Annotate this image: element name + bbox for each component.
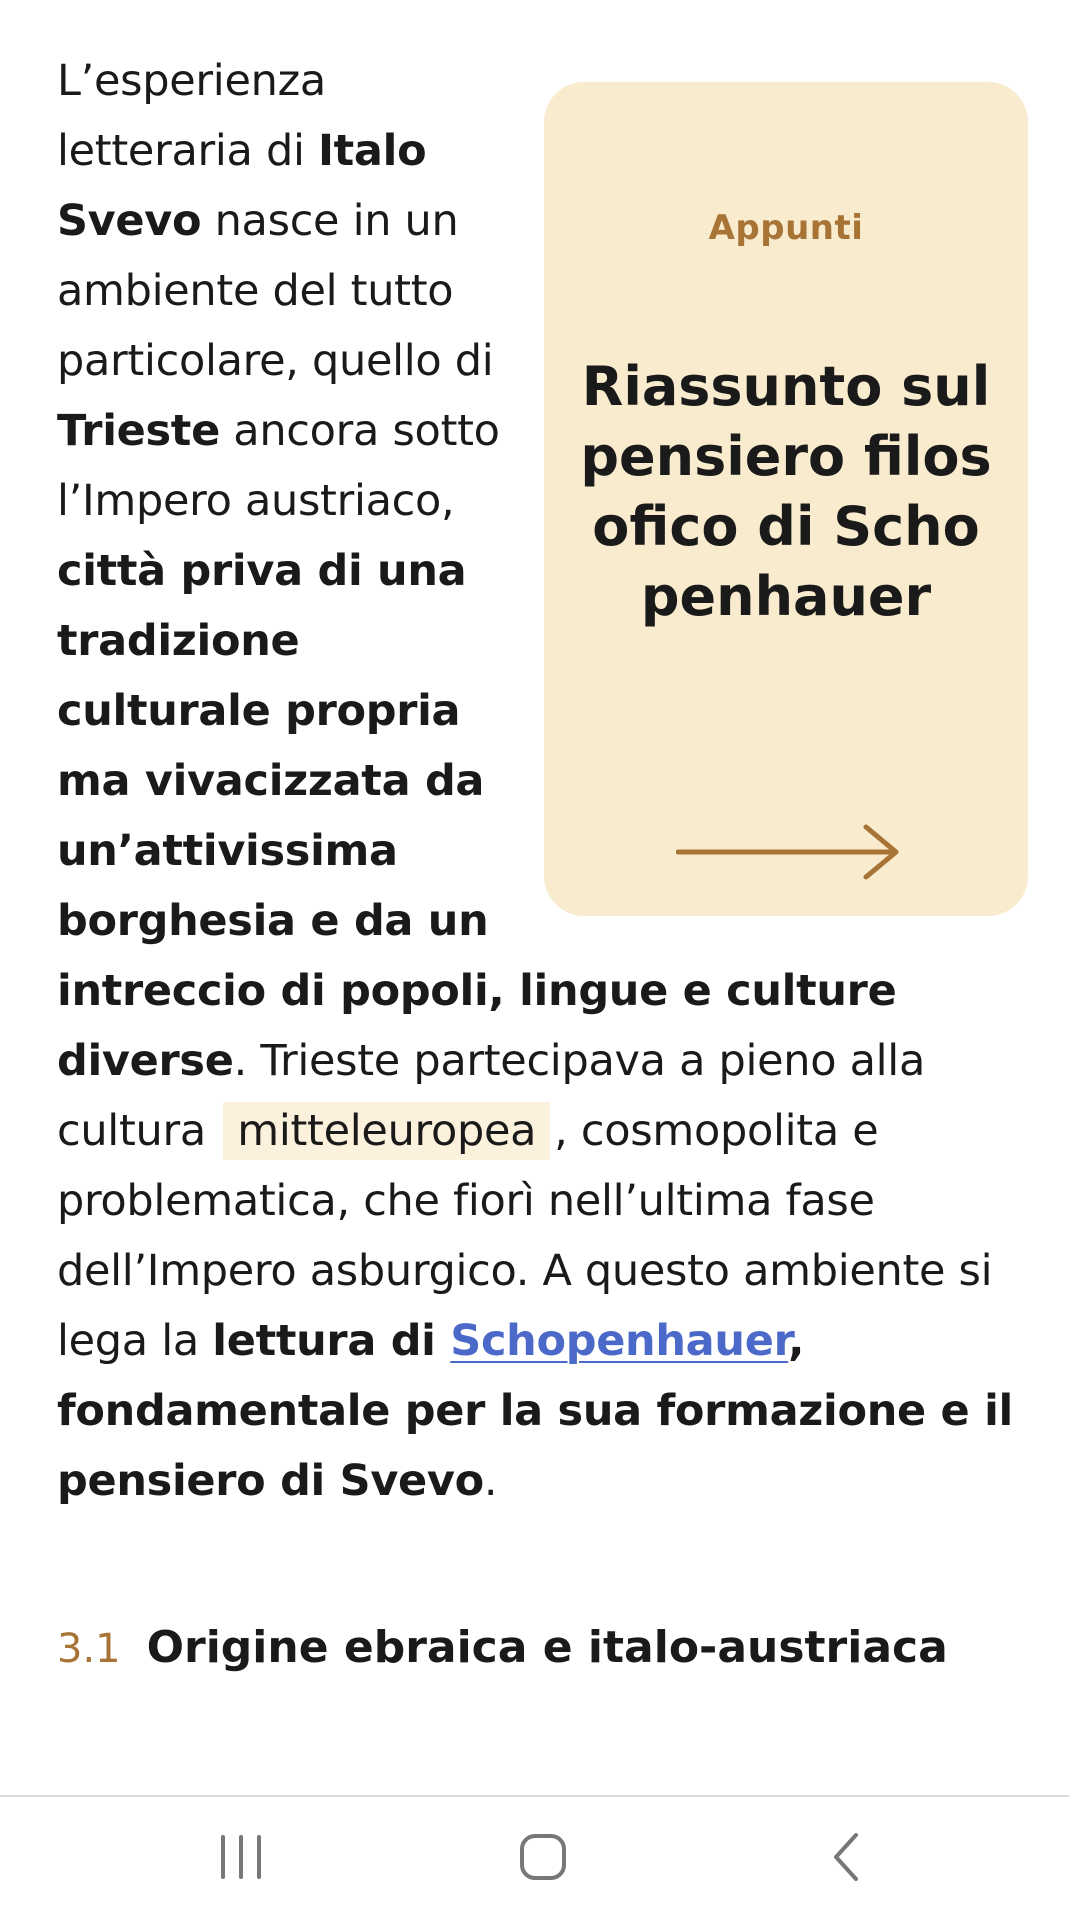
text-segment: ancora sotto l’Impero austriaco, [57, 406, 500, 526]
text-segment: . [483, 1456, 498, 1506]
notes-card[interactable] [544, 82, 1028, 916]
section-title: Origine ebraica e italo-austriaca [146, 1622, 948, 1673]
text-segment: nasce in un ambiente del tutto particolare, quello di [57, 196, 494, 386]
bold-segment: città priva di una tradizione culturale propria ma vivacizzata da un’attivissima borghesia e da un intreccio di popoli, lingue e culture diverse [57, 546, 897, 1086]
schopenhauer-link[interactable]: Schopenhauer [450, 1316, 789, 1366]
section-heading [57, 1622, 948, 1673]
text-segment: , cosmopolita e problematica, che fiorì nell’ultima fase dell’Impero asburgico. A questo ambiente si lega la [57, 1106, 993, 1366]
article-content [57, 46, 1027, 1516]
back-icon[interactable] [818, 1827, 878, 1887]
bold-segment: lettura di [212, 1316, 451, 1366]
section-number: 3.1 [57, 1626, 121, 1672]
card-title: Riassunto sul pensiero filosofico di Schopenhauer [580, 355, 992, 628]
arrow-right-icon[interactable] [676, 822, 902, 882]
home-icon[interactable] [513, 1827, 573, 1887]
bold-segment: Italo Svevo [57, 126, 427, 246]
system-navigation-bar [0, 1795, 1069, 1909]
text-segment: . Trieste partecipava a pieno alla cultura [57, 1036, 926, 1156]
recent-apps-icon[interactable] [211, 1827, 271, 1887]
highlighted-term[interactable]: mitteleuropea [223, 1102, 550, 1160]
card-kicker: Appunti [708, 208, 864, 248]
bold-segment: , fondamentale per la sua formazione e il pensiero di Svevo [57, 1316, 1013, 1506]
text-segment: L’esperienza letteraria di [57, 56, 326, 176]
bold-segment: Trieste [57, 406, 220, 456]
